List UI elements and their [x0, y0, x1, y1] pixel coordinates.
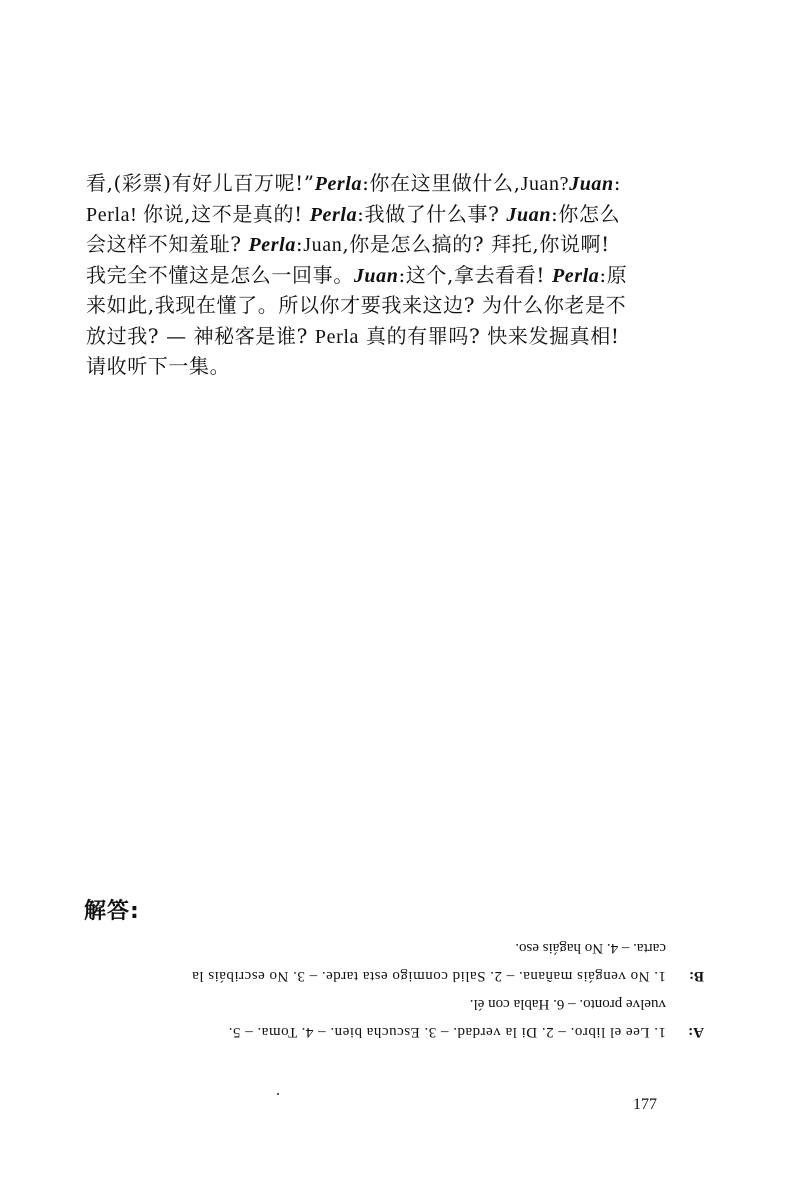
body-line — [86, 351, 698, 382]
body-text — [86, 168, 698, 382]
page-number: 177 — [633, 1096, 657, 1113]
text-segment: ,你是怎么搞的? 拜托,你说啊! — [342, 232, 610, 256]
speaker-name: Perla — [248, 234, 296, 256]
answer-a-label: A: — [688, 1024, 704, 1040]
text-segment: Perla! — [86, 203, 143, 226]
answer-b-line1: 1. No vengáis mañana. – 2. Salid conmigo esta tarde. – 3. No escribáis la — [191, 968, 666, 984]
answers-heading: 解答: — [84, 899, 140, 924]
body-line — [86, 229, 698, 260]
text-segment: : — [613, 171, 622, 195]
body-line — [86, 260, 698, 291]
text-segment: :你在这里做什么, — [362, 171, 521, 195]
body-line — [86, 321, 698, 352]
speaker-name: Juan — [506, 203, 552, 226]
text-segment: Juan? — [520, 173, 570, 195]
answer-a-line1: 1. Lee el libro. – 2. Di la verdad. – 3. Escucha bien. – 4. Toma. – 5. — [228, 1024, 666, 1040]
answers-block-upside-down — [84, 934, 704, 1046]
body-line — [86, 168, 698, 199]
text-segment: 你说,这不是真的! — [142, 201, 310, 226]
text-segment: 看,(彩票)有好儿百万呢!” — [86, 171, 315, 195]
answer-a-row — [84, 1018, 704, 1046]
text-segment: 会这样不知羞耻? — [86, 232, 249, 256]
answer-a-line2: vuelve pronto. – 6. Habla con él. — [469, 996, 666, 1012]
text-segment: 放过我? — 神秘客是谁? — [86, 323, 315, 348]
text-segment: Perla — [314, 325, 360, 348]
scan-speck — [277, 1093, 279, 1095]
text-segment: :我做了什么事? — [357, 201, 507, 226]
speaker-name: Juan — [353, 264, 399, 287]
body-line — [86, 290, 698, 321]
text-segment: 真的有罪吗? 快来发掘真相! — [359, 323, 620, 348]
speaker-name: Perla — [314, 173, 363, 195]
answer-b-line2: carta. – 4. No hagáis eso. — [515, 940, 666, 956]
text-segment: Juan — [303, 234, 343, 256]
text-segment: :你怎么 — [551, 201, 621, 226]
answer-b-label: B: — [689, 968, 704, 984]
text-segment: 请收听下一集。 — [86, 354, 231, 378]
speaker-name: Perla — [551, 264, 600, 287]
text-segment: 我完全不懂这是怎么一回事。 — [86, 262, 354, 287]
speaker-name: Juan — [569, 173, 614, 195]
text-segment: : — [295, 232, 304, 256]
text-segment: :这个,拿去看看! — [398, 262, 552, 287]
text-segment: 来如此,我现在懂了。所以你才要我来这边? 为什么你老是不 — [86, 293, 627, 317]
body-line — [86, 199, 698, 230]
text-segment: :原 — [599, 262, 628, 287]
speaker-name: Perla — [309, 203, 358, 226]
answer-b-row — [84, 962, 704, 990]
